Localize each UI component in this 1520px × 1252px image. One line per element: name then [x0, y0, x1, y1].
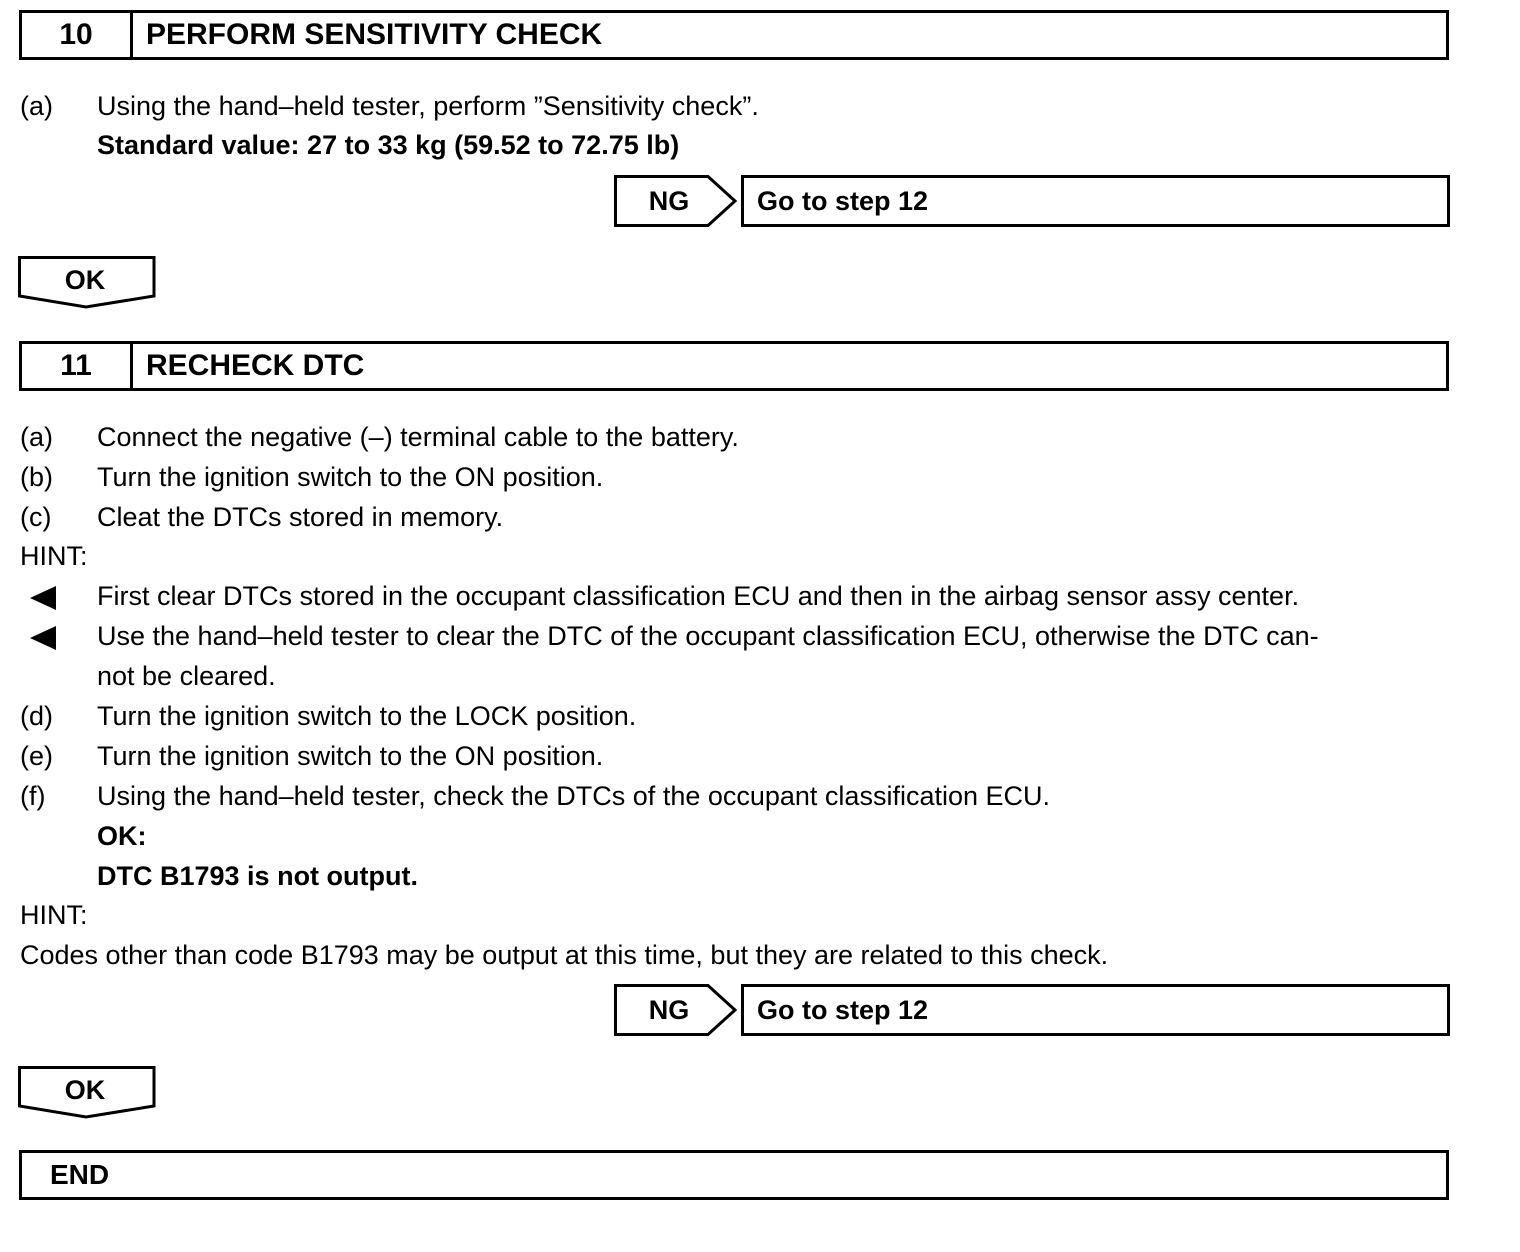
standard-value: Standard value: 27 to 33 kg (59.52 to 72.75 lb)	[97, 130, 680, 160]
triangle-bullet-icon	[30, 586, 56, 610]
hint-label: HINT:	[20, 900, 88, 930]
item-text: Cleat the DTCs stored in memory.	[97, 502, 504, 532]
item-text: Connect the negative (–) terminal cable to the battery.	[97, 422, 739, 452]
item-label: (a)	[20, 91, 53, 121]
step-title: RECHECK DTC	[146, 349, 365, 382]
hint-label: HINT:	[20, 541, 88, 571]
item-text: Turn the ignition switch to the ON position.	[97, 741, 604, 771]
ok-heading: OK:	[97, 821, 147, 851]
ng-branch-indicator	[614, 175, 738, 227]
step-11-header	[19, 341, 1449, 391]
step-number: 10	[22, 13, 133, 57]
triangle-bullet-icon	[30, 626, 56, 650]
ng-label: NG	[648, 994, 690, 1025]
item-label: (a)	[20, 422, 53, 452]
hint-text: Codes other than code B1793 may be output at this time, but they are related to this check.	[20, 940, 1109, 970]
ok-branch-indicator	[18, 256, 156, 310]
step-number: 11	[22, 344, 133, 388]
hint-bullet-text: First clear DTCs stored in the occupant classification ECU and then in the airbag sensor assy center.	[97, 581, 1300, 611]
step-10-header	[19, 10, 1449, 60]
goto-step-box: Go to step 12	[741, 175, 1450, 227]
ok-result: DTC B1793 is not output.	[97, 861, 419, 891]
item-label: (e)	[20, 741, 53, 771]
item-text: Turn the ignition switch to the ON position.	[97, 462, 604, 492]
hint-bullet-text-continued: not be cleared.	[97, 661, 276, 691]
item-text: Using the hand–held tester, perform ”Sensitivity check”.	[97, 91, 759, 121]
item-text: Using the hand–held tester, check the DTCs of the occupant classification ECU.	[97, 781, 1051, 811]
ok-label: OK	[64, 264, 106, 295]
ng-branch-indicator	[614, 984, 738, 1036]
item-label: (c)	[20, 502, 52, 532]
hint-bullet-text: Use the hand–held tester to clear the DTC of the occupant classification ECU, otherwise the DTC can-	[97, 621, 1319, 651]
item-label: (f)	[20, 781, 46, 811]
ok-branch-indicator	[18, 1066, 156, 1120]
item-text: Turn the ignition switch to the LOCK position.	[97, 701, 637, 731]
item-label: (b)	[20, 462, 53, 492]
ng-label: NG	[648, 185, 690, 216]
ok-label: OK	[64, 1074, 106, 1105]
goto-step-box: Go to step 12	[741, 984, 1450, 1036]
end-box: END	[19, 1150, 1449, 1200]
step-title: PERFORM SENSITIVITY CHECK	[146, 18, 603, 51]
item-label: (d)	[20, 701, 53, 731]
